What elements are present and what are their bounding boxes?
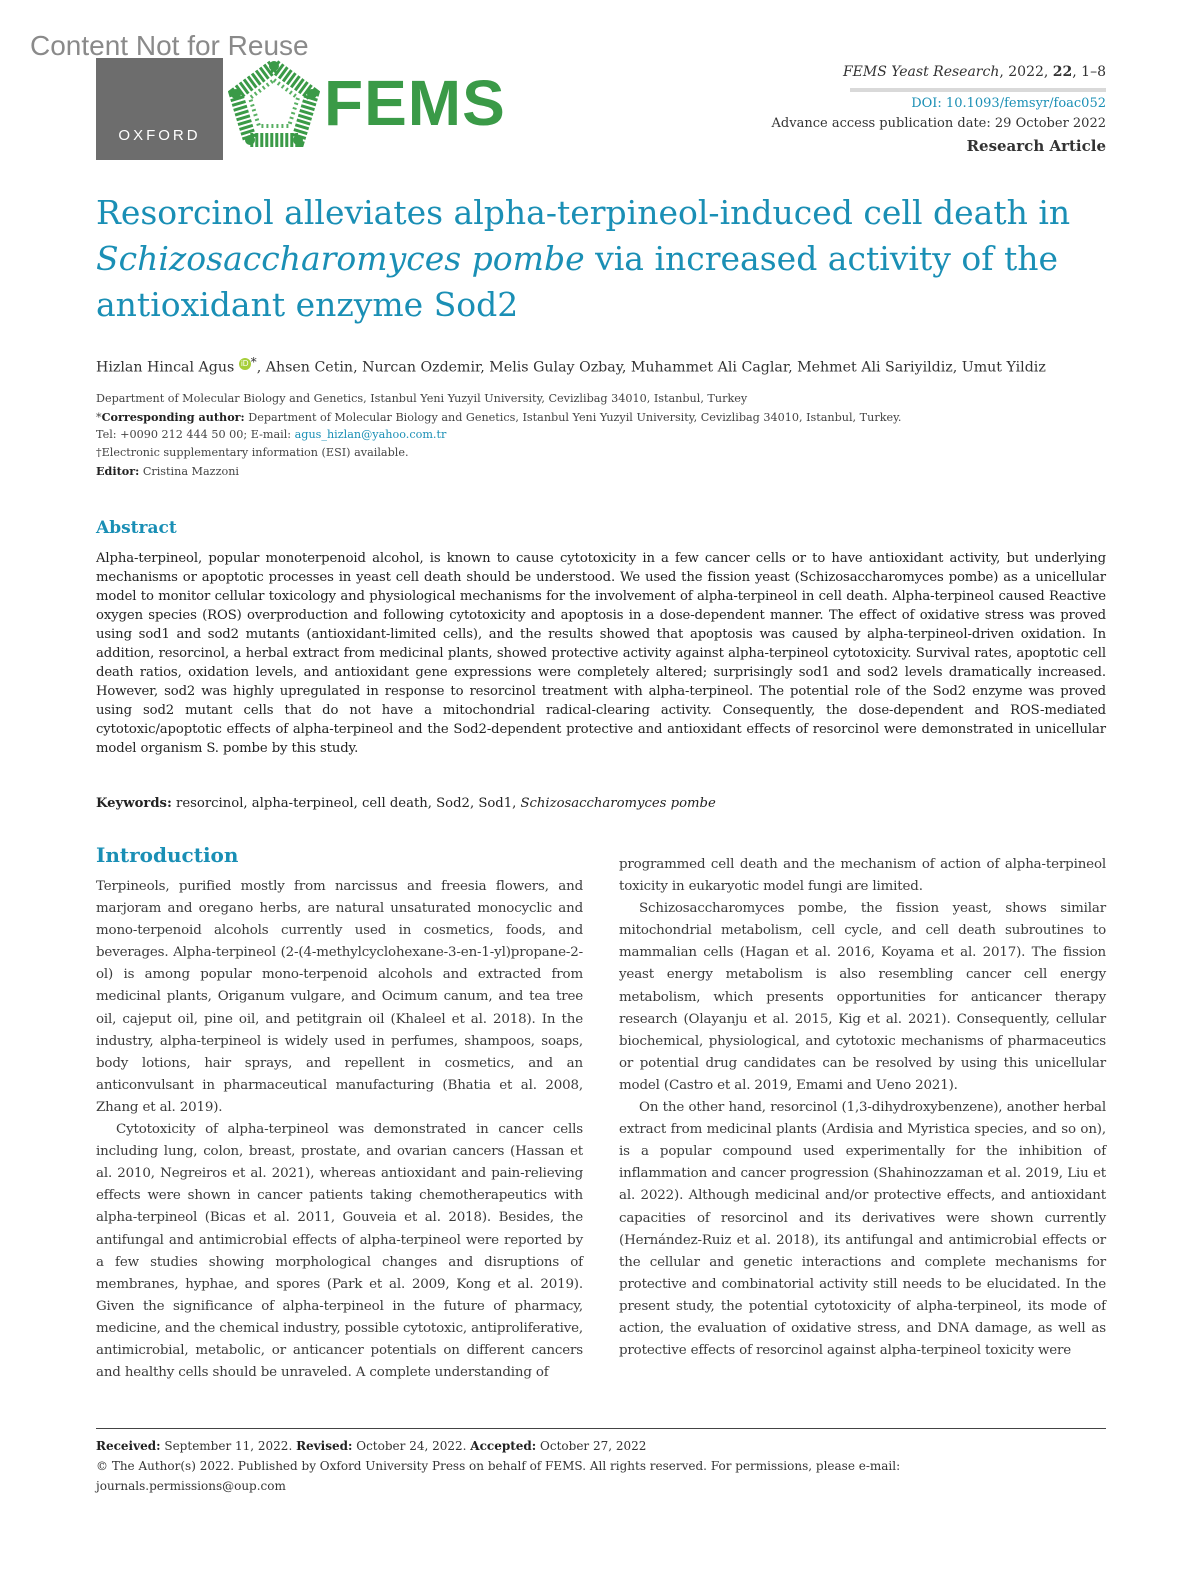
esi-note: †Electronic supplementary information (ESI) available.: [96, 446, 409, 459]
author-list: Hizlan Hincal Agus iD *, Ahsen Cetin, Nurcan Ozdemir, Melis Gulay Ozbay, Muhammet Ali Caglar, Mehmet Ali Sariyildiz, Umut Yildiz: [96, 355, 1046, 376]
intro-paragraph: programmed cell death and the mechanism of action of alpha-terpineol toxicity in eukaryotic model fungi are limited.: [619, 857, 1106, 895]
copyright-notice: © The Author(s) 2022. Published by Oxford University Press on behalf of FEMS. All rights reserved. For permissions, please e-mail:: [96, 1459, 901, 1473]
oxford-logo: [96, 58, 223, 160]
doi-link[interactable]: DOI: 10.1093/femsyr/foac052: [911, 96, 1106, 111]
intro-column-left: [96, 876, 583, 1384]
contact-line: Tel: +0090 212 444 50 00; E-mail: agus_hizlan@yahoo.com.tr: [96, 428, 447, 441]
keywords: Keywords: resorcinol, alpha-terpineol, cell death, Sod2, Sod1, Schizosaccharomyces pombe: [96, 796, 716, 811]
oxford-logo-text: OXFORD: [118, 127, 201, 144]
advance-access-date: Advance access publication date: 29 October 2022: [771, 116, 1106, 131]
abstract-text: Alpha-terpineol, popular monoterpenoid alcohol, is known to cause cytotoxicity in a few cancer cells or to have antioxidant activity, but underlying mechanisms or apoptotic processes in yeast cell death should be understood. We used the fission yeast (Schizosaccharomyces pombe) as a unicellular model to monitor cellular toxicology and physiological mechanisms for the involvement of alpha-terpineol in cell death. Alpha-terpineol caused Reactive oxygen species (ROS) overproduction and following cytotoxicity and apoptosis in a dose-dependent manner. The effect of oxidative stress was proved using sod1 and sod2 mutants (antioxidant-limited cells), and the results showed that apoptosis was caused by alpha-terpineol-driven oxidation. In addition, resorcinol, a herbal extract from medicinal plants, showed protective activity against alpha-terpineol cytotoxicity. Survival rates, apoptotic cell death ratios, oxidation levels, and antioxidant gene expressions were completely altered; surprisingly sod1 and sod2 levels dramatically increased. However, sod2 was highly upregulated in response to resorcinol treatment with alpha-terpineol. The potential role of the Sod2 enzyme was proved using sod2 mutant cells that do not have a mitochondrial radical-clearing activity. Consequently, the dose-dependent and ROS-mediated cytotoxic/apoptotic effects of alpha-terpineol and the Sod2-dependent protective and antioxidant effects of resorcinol were demonstrated in unicellular model organism S. pombe by this study.: [96, 551, 1106, 756]
intro-paragraph: On the other hand, resorcinol (1,3-dihydroxybenzene), another herbal extract from medicinal plants (Ardisia and Myristica species, and so on), is a popular compound used experimentally for the inhibition of inflammation and cancer progression (Shahinozzaman et al. 2019, Liu et al. 2022). Although medicinal and/or protective effects, and antioxidant capacities of resorcinol and its derivatives were shown currently (Hernández-Ruiz et al. 2018), its antifungal and antimicrobial effects or the cellular and genetic interactions and complete mechanisms for protective and combinatorial activity still needs to be elucidated. In the present study, the potential cytotoxicity of alpha-terpineol, its mode of action, the evaluation of oxidative stress, and DNA damage, as well as protective effects of resorcinol against alpha-terpineol toxicity were: [619, 1100, 1106, 1359]
affiliation: Department of Molecular Biology and Genetics, Istanbul Yeni Yuzyil University, Cevizlibag 34010, Istanbul, Turkey: [96, 392, 748, 405]
corresponding-author: *Corresponding author: Department of Molecular Biology and Genetics, Istanbul Yeni Yuzyil University, Cevizlibag 34010, Istanbul, Turkey.: [96, 410, 902, 424]
abstract-heading: Abstract: [96, 518, 177, 538]
fems-emblem-icon: [228, 60, 320, 152]
submission-dates: Received: September 11, 2022. Revised: October 24, 2022. Accepted: October 27, 2022: [96, 1439, 647, 1453]
permissions-email-link[interactable]: journals.permissions@oup.com: [96, 1479, 286, 1493]
watermark: Content Not for Reuse: [30, 30, 309, 61]
intro-paragraph: Cytotoxicity of alpha-terpineol was demonstrated in cancer cells including lung, colon, breast, prostate, and ovarian cancers (Hassan et al. 2010, Negreiros et al. 2021), whereas antioxidant and pain-relieving effects were shown in cancer patients taking chemotherapeutics with alpha-terpineol (Bicas et al. 2011, Gouveia et al. 2018). Besides, the antifungal and antimicrobial effects of alpha-terpineol were reported by a few studies showing morphological changes and disruptions of membranes, hyphae, and spores (Park et al. 2009, Kong et al. 2019). Given the significance of alpha-terpineol in the future of pharmacy, medicine, and the chemical industry, possible cytotoxic, antiproliferative, antimicrobial, metabolic, or anticancer potentials on different cancers and healthy cells should be unraveled. A complete understanding of: [96, 1122, 583, 1381]
intro-paragraph: Terpineols, purified mostly from narcissus and freesia flowers, and marjoram and oregano herbs, are natural unsaturated monocyclic and mono-terpenoid alcohols currently used in cosmetics, foods, and beverages. Alpha-terpineol (2-(4-methylcyclohexane-3-en-1-yl)propane-2-ol) is among popular mono-terpenoid alcohols and extracted from medicinal plants, Origanum vulgare, and Ocimum canum, and tea tree oil, cajeput oil, pine oil, and petitgrain oil (Khaleel et al. 2018). In the industry, alpha-terpineol is widely used in perfumes, shampoos, soaps, body lotions, hair sprays, and repellent in cosmetics, and an anticonvulsant in pharmaceutical manufacturing (Bhatia et al. 2008, Zhang et al. 2019).: [96, 879, 583, 1115]
orcid-icon[interactable]: iD: [239, 358, 251, 370]
article-title: Resorcinol alleviates alpha-terpineol-induced cell death in Schizosaccharomyces pombe via increased activity of the antioxidant enzyme Sod2: [96, 193, 1071, 324]
author-email-link[interactable]: agus_hizlan@yahoo.com.tr: [294, 428, 447, 441]
fems-logo: [228, 58, 528, 158]
footer-rule: [96, 1428, 1106, 1429]
header-rule: [850, 88, 1106, 92]
editor-line: Editor: Cristina Mazzoni: [96, 464, 239, 478]
intro-paragraph: Schizosaccharomyces pombe, the fission yeast, shows similar mitochondrial metabolism, cell cycle, and cell death subroutines to mammalian cells (Hagan et al. 2016, Koyama et al. 2017). The fission yeast energy metabolism is also resembling cancer cell energy metabolism, which presents opportunities for anticancer therapy research (Olayanju et al. 2015, Kig et al. 2021). Consequently, cellular biochemical, physiological, and cytotoxic mechanisms of pharmaceutics or potential drug candidates can be resolved by using this unicellular model (Castro et al. 2019, Emami and Ueno 2021).: [619, 901, 1106, 1093]
introduction-heading: Introduction: [96, 843, 239, 867]
journal-citation: FEMS Yeast Research, 2022, 22, 1–8: [842, 64, 1106, 80]
article-type: Research Article: [966, 137, 1106, 155]
fems-logo-text: FEMS: [324, 67, 506, 139]
intro-column-right: [619, 854, 1106, 1362]
